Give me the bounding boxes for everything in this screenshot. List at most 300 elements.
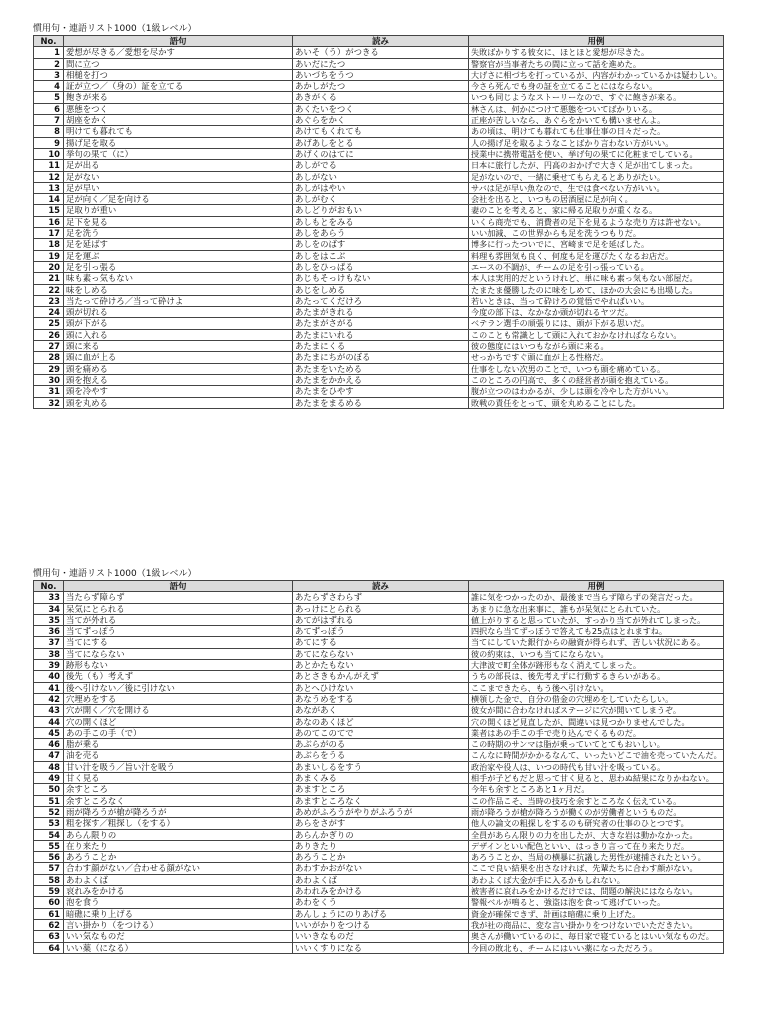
row-number: 32 [34,397,64,408]
row-number: 58 [34,874,64,885]
row-phrase: いい薬（になる） [64,942,293,953]
row-number: 63 [34,931,64,942]
row-reading: あたらずさわらず [293,592,469,603]
row-example: うちの部長は、後先考えずに行動するきらいがある。 [469,671,724,682]
row-number: 53 [34,818,64,829]
row-number: 22 [34,284,64,295]
table-row [34,897,724,908]
table-row [34,840,724,851]
row-number: 31 [34,386,64,397]
row-phrase: 穴が開く／穴を開ける [64,705,293,716]
table-row [34,750,724,761]
row-phrase: 頭が下がる [64,318,293,329]
row-example: サバは足が早い魚なので、生では食べない方がいい。 [469,182,724,193]
table-row [34,148,724,159]
row-phrase: 余すところ [64,784,293,795]
row-number: 60 [34,897,64,908]
table-row [34,397,724,408]
row-reading: あなうめをする [293,693,469,704]
row-phrase: 粗を探す／粗探し（をする） [64,818,293,829]
row-phrase: 頭を抱える [64,374,293,385]
row-phrase: 足が早い [64,182,293,193]
row-number: 2 [34,58,64,69]
row-phrase: 頭が切れる [64,307,293,318]
table-row [34,69,724,80]
row-reading: いいきなものだ [293,931,469,942]
row-phrase: 泡を食う [64,897,293,908]
row-example: 横領した金で、自分の借金の穴埋めをしていたらしい。 [469,693,724,704]
row-number: 48 [34,761,64,772]
row-number: 3 [34,69,64,80]
row-example: 料理も雰囲気も良く、何度も足を運びたくなるお店だ。 [469,250,724,261]
row-reading: あしどりがおもい [293,205,469,216]
row-example: 今年も余すところあと1ヶ月だ。 [469,784,724,795]
row-reading: あらんかぎりの [293,829,469,840]
row-example: 授業中に携帯電話を使い、挙げ句の果てに化粧までしている。 [469,148,724,159]
table-header-row [34,581,724,592]
idiom-table [33,580,724,954]
row-reading: あいそ（う）がつきる [293,47,469,58]
row-number: 39 [34,660,64,671]
table-row [34,194,724,205]
row-example: 我が社の商品に、変な言い掛かりをつけないでいただきたい。 [469,919,724,930]
row-number: 62 [34,919,64,930]
row-phrase: 跡形もない [64,660,293,671]
table-row [34,648,724,659]
row-phrase: 後へ引けない／後に引けない [64,682,293,693]
table-row [34,307,724,318]
row-phrase: あわよくば [64,874,293,885]
row-number: 61 [34,908,64,919]
row-example: 彼の約束は、いつも当てにならない。 [469,648,724,659]
row-number: 1 [34,47,64,58]
row-phrase: 足が出る [64,160,293,171]
table-row [34,773,724,784]
row-phrase: 哀れみをかける [64,886,293,897]
row-phrase: 足を延ばす [64,239,293,250]
row-reading: あじをしめる [293,284,469,295]
row-example: ここで良い結果を出さなければ、先輩たちに合わす顔がない。 [469,863,724,874]
row-reading: いいくすりになる [293,942,469,953]
table-row [34,795,724,806]
row-phrase: 頭を丸める [64,397,293,408]
row-example: 日本に旅行したが、円高のおかげで大きく足が出てしまった。 [469,160,724,171]
table-row [34,614,724,625]
document-title: 慣用句・連語リスト1000（1級レベル） [33,24,197,34]
row-number: 14 [34,194,64,205]
row-number: 24 [34,307,64,318]
row-example: いい加減、この世界からも足を洗うつもりだ。 [469,228,724,239]
row-number: 42 [34,693,64,704]
table-row [34,863,724,874]
row-number: 30 [34,374,64,385]
row-phrase: 脂が乗る [64,739,293,750]
row-phrase: 余すところなく [64,795,293,806]
row-phrase: 胡座をかく [64,115,293,126]
row-number: 27 [34,341,64,352]
table-row [34,386,724,397]
row-number: 15 [34,205,64,216]
row-number: 34 [34,603,64,614]
row-number: 35 [34,614,64,625]
row-reading: あらをさがす [293,818,469,829]
table-row [34,126,724,137]
table-row [34,818,724,829]
table-row [34,931,724,942]
row-phrase: 頭に血が上る [64,352,293,363]
row-example: このことも常識として頭に入れておかなければならない。 [469,329,724,340]
table-row [34,374,724,385]
table-row [34,295,724,306]
row-reading: あしをひっぱる [293,261,469,272]
row-example: せっかちですぐ頭に血が上る性格だ。 [469,352,724,363]
row-example: 大げさに相づちを打っているが、内容がわかっているかは疑わしい。 [469,69,724,80]
row-reading: あしもとをみる [293,216,469,227]
table-row [34,329,724,340]
header-no: No. [34,36,64,47]
row-example: あまりに急な出来事に、誰もが呆気にとられていた。 [469,603,724,614]
row-reading: あわすかおがない [293,863,469,874]
row-reading: あきがくる [293,92,469,103]
row-phrase: 頭を冷やす [64,386,293,397]
table-row [34,727,724,738]
row-number: 20 [34,261,64,272]
table-row [34,660,724,671]
header-phrase: 語句 [64,581,293,592]
row-number: 23 [34,295,64,306]
row-reading: あしをのばす [293,239,469,250]
row-example: 今回の敗北も、チームにはいい薬になっただろう。 [469,942,724,953]
row-phrase: 味も素っ気もない [64,273,293,284]
row-reading: あながあく [293,705,469,716]
row-example: 博多に行ったついでに、宮崎まで足を延ばした。 [469,239,724,250]
row-number: 10 [34,148,64,159]
row-number: 29 [34,363,64,374]
row-phrase: 頭に入れる [64,329,293,340]
row-number: 8 [34,126,64,137]
row-example: この時期のサンマは脂が乗っていてとてもおいしい。 [469,739,724,750]
row-number: 26 [34,329,64,340]
row-example: 被害者に哀れみをかけるだけでは、問題の解決にはならない。 [469,886,724,897]
row-phrase: 当たらず障らず [64,592,293,603]
table-row [34,693,724,704]
header-reading: 読み [293,36,469,47]
table-row [34,886,724,897]
row-phrase: 当てが外れる [64,614,293,625]
row-example: 値上がりすると思っていたが、すっかり当てが外れてしまった。 [469,614,724,625]
row-number: 9 [34,137,64,148]
row-number: 12 [34,171,64,182]
row-reading: あわれみをかける [293,886,469,897]
row-reading: あたまにちがのぼる [293,352,469,363]
table-row [34,171,724,182]
row-number: 55 [34,840,64,851]
row-example: 腹が立つのはわかるが、少しは頭を冷やした方がいい。 [469,386,724,397]
table-row [34,874,724,885]
row-number: 49 [34,773,64,784]
row-example: 正座が苦しいなら、あぐらをかいても構いませんよ。 [469,115,724,126]
row-example: 警察官が当事者たちの間に立って話を進めた。 [469,58,724,69]
table-row [34,182,724,193]
row-reading: あっけにとられる [293,603,469,614]
row-phrase: 言い掛かり（をつける） [64,919,293,930]
table-row [34,81,724,92]
row-phrase: 挙句の果て（に） [64,148,293,159]
table-row [34,273,724,284]
table-row [34,115,724,126]
row-phrase: 足が向く／足を向ける [64,194,293,205]
row-example: 相手が子どもだと思って甘く見ると、思わぬ結果になりかねない。 [469,773,724,784]
row-example: あわよくば大金が手に入るかもしれない。 [469,874,724,885]
row-reading: あじもそっけもない [293,273,469,284]
row-phrase: あの手この手（で） [64,727,293,738]
row-number: 28 [34,352,64,363]
row-example: 業者はあの手この手で売り込んでくるものだ。 [469,727,724,738]
row-phrase: 頭を痛める [64,363,293,374]
row-phrase: 甘い汁を吸う／旨い汁を吸う [64,761,293,772]
row-example: 会社を出ると、いつもの居酒屋に足が向く。 [469,194,724,205]
row-reading: あけてもくれても [293,126,469,137]
row-example: 敗戦の責任をとって、頭を丸めることにした。 [469,397,724,408]
header-no: No. [34,581,64,592]
table-row [34,318,724,329]
row-phrase: 当てにならない [64,648,293,659]
row-example: 奥さんが働いているのに、毎日家で寝ているとはいい気なものだ。 [469,931,724,942]
row-number: 45 [34,727,64,738]
row-reading: あますところ [293,784,469,795]
table-row [34,942,724,953]
row-reading: あますところなく [293,795,469,806]
row-number: 47 [34,750,64,761]
row-example: 全員があらん限りの力を出したが、大きな岩は動かなかった。 [469,829,724,840]
row-number: 37 [34,637,64,648]
table-row [34,603,724,614]
row-reading: あまくみる [293,773,469,784]
table-row [34,239,724,250]
row-phrase: 当てずっぽう [64,626,293,637]
header-phrase: 語句 [64,36,293,47]
table-row [34,761,724,772]
idiom-table [33,35,724,409]
row-phrase: 甘く見る [64,773,293,784]
row-example: 今度の部下は、なかなか頭が切れるヤツだ。 [469,307,724,318]
row-reading: あぶらをうる [293,750,469,761]
table-row [34,160,724,171]
row-phrase: 悪態をつく [64,103,293,114]
row-reading: あくたいをつく [293,103,469,114]
table-row [34,784,724,795]
table-row [34,829,724,840]
row-reading: あいだにたつ [293,58,469,69]
table-section-2 [33,569,723,954]
row-example: 当てにしていた銀行からの融資が得られず、苦しい状況にある。 [469,637,724,648]
row-example: エースの不調が、チームの足を引っ張っている。 [469,261,724,272]
table-row [34,137,724,148]
row-reading: あたまをひやす [293,386,469,397]
row-example: 誰に気をつかったのか、最後まで当らず障らずの発言だった。 [469,592,724,603]
row-number: 50 [34,784,64,795]
row-number: 6 [34,103,64,114]
row-phrase: 雨が降ろうが槍が降ろうが [64,806,293,817]
table-header-row [34,36,724,47]
row-example: こんなに時間がかかるなんて、いったいどこで油を売っていたんだ。 [469,750,724,761]
row-example: 政治家や役人は、いつの時代も甘い汁を吸っている。 [469,761,724,772]
row-reading: あんしょうにのりあげる [293,908,469,919]
row-example: 彼女が間に合わなければステージに穴が開いてしまうぞ。 [469,705,724,716]
row-reading: あげあしをとる [293,137,469,148]
row-reading: あのてこのてで [293,727,469,738]
row-example: 他人の論文の粗探しをするのも研究者の仕事のひとつです。 [469,818,724,829]
row-phrase: 間に立つ [64,58,293,69]
row-reading: あたまがきれる [293,307,469,318]
row-phrase: 合わす顔がない／合わせる顔がない [64,863,293,874]
row-number: 21 [34,273,64,284]
table-row [34,341,724,352]
row-reading: あしをあらう [293,228,469,239]
row-phrase: 足を引っ張る [64,261,293,272]
row-number: 51 [34,795,64,806]
row-reading: あしがない [293,171,469,182]
row-number: 64 [34,942,64,953]
table-row [34,58,724,69]
row-reading: あてにならない [293,648,469,659]
row-reading: あてずっぽう [293,626,469,637]
row-reading: あしがはやい [293,182,469,193]
row-example: たまたま優勝したのに味をしめて、ほかの大会にも出場した。 [469,284,724,295]
row-reading: あわよくば [293,874,469,885]
row-number: 18 [34,239,64,250]
row-phrase: 足下を見る [64,216,293,227]
row-reading: あかしがたつ [293,81,469,92]
row-number: 57 [34,863,64,874]
row-number: 43 [34,705,64,716]
row-reading: あたまにくる [293,341,469,352]
table-row [34,228,724,239]
row-number: 40 [34,671,64,682]
row-example: 若いときは、当って砕けろの覚悟でやればいい。 [469,295,724,306]
row-number: 54 [34,829,64,840]
row-reading: あとへひけない [293,682,469,693]
row-example: 妻のことを考えると、家に帰る足取りが重くなる。 [469,205,724,216]
row-reading: あぶらがのる [293,739,469,750]
row-example: 警報ベルが鳴ると、強盗は泡を食って逃げていった。 [469,897,724,908]
row-reading: あげくのはてに [293,148,469,159]
row-example: いつも同じようなストーリーなので、すぐに飽きが来る。 [469,92,724,103]
row-number: 4 [34,81,64,92]
row-example: ベテラン選手の頑張りには、頭が下がる思いだ。 [469,318,724,329]
row-phrase: 揚げ足を取る [64,137,293,148]
header-example: 用例 [469,581,724,592]
row-example: 資金が確保できず、計画は暗礁に乗り上げた。 [469,908,724,919]
row-number: 36 [34,626,64,637]
row-reading: あてにする [293,637,469,648]
row-number: 5 [34,92,64,103]
row-example: 足がないので、一緒に乗せてもらえるとありがたい。 [469,171,724,182]
table-row [34,637,724,648]
table-row [34,705,724,716]
row-number: 11 [34,160,64,171]
table-row [34,852,724,863]
row-phrase: 足を洗う [64,228,293,239]
row-number: 46 [34,739,64,750]
table-row [34,908,724,919]
row-example: 仕事をしない次男のことで、いつも頭を痛めている。 [469,363,724,374]
row-example: デザインといい配色といい、はっきり言って在り来たりだ。 [469,840,724,851]
table-row [34,682,724,693]
row-reading: あとかたもない [293,660,469,671]
row-phrase: 愛想が尽きる／愛想を尽かす [64,47,293,58]
row-reading: あたまをまるめる [293,397,469,408]
row-phrase: 足がない [64,171,293,182]
row-phrase: 味をしめる [64,284,293,295]
row-number: 16 [34,216,64,227]
row-example: あろうことか、当局の横暴に抗議した男性が逮捕されたという。 [469,852,724,863]
table-row [34,205,724,216]
row-example: 人の揚げ足を取るようなことばかり言わない方がいい。 [469,137,724,148]
row-phrase: 相槌を打つ [64,69,293,80]
row-reading: あろうことか [293,852,469,863]
row-phrase: 穴の開くほど [64,716,293,727]
row-reading: ありきたり [293,840,469,851]
table-row [34,250,724,261]
row-example: ここまできたら、もう後へ引けない。 [469,682,724,693]
row-number: 52 [34,806,64,817]
row-phrase: 穴埋めをする [64,693,293,704]
row-example: このところの円高で、多くの経営者が頭を抱えている。 [469,374,724,385]
row-number: 13 [34,182,64,193]
row-phrase: 暗礁に乗り上げる [64,908,293,919]
table-row [34,671,724,682]
row-phrase: あらん限りの [64,829,293,840]
row-number: 25 [34,318,64,329]
table-row [34,363,724,374]
row-example: 失敗ばかりする彼女に、ほとほと愛想が尽きた。 [469,47,724,58]
row-phrase: 当たって砕けろ／当って砕けよ [64,295,293,306]
row-example: この作品こそ、当時の技巧を余すところなく伝えている。 [469,795,724,806]
header-example: 用例 [469,36,724,47]
table-row [34,47,724,58]
row-reading: いいがかりをつける [293,919,469,930]
row-phrase: 飽きが来る [64,92,293,103]
row-phrase: 後先（も）考えず [64,671,293,682]
row-example: 今さら死んでも身の証を立てることにはならない。 [469,81,724,92]
table-row [34,352,724,363]
row-reading: あとさきもかんがえず [293,671,469,682]
row-reading: あしがむく [293,194,469,205]
row-example: 林さんは、何かにつけて悪態をついてばかりいる。 [469,103,724,114]
row-reading: あたってくだけろ [293,295,469,306]
document-title: 慣用句・連語リスト1000（1級レベル） [33,569,197,579]
row-number: 38 [34,648,64,659]
row-number: 41 [34,682,64,693]
row-reading: あてがはずれる [293,614,469,625]
row-phrase: 証が立つ／（身の）証を立てる [64,81,293,92]
row-reading: あたまがさがる [293,318,469,329]
row-number: 59 [34,886,64,897]
row-example: あの頃は、明けても暮れても仕事仕事の日々だった。 [469,126,724,137]
table-section-1 [33,24,723,409]
row-reading: あたまにいれる [293,329,469,340]
row-phrase: 油を売る [64,750,293,761]
row-phrase: いい気なものだ [64,931,293,942]
header-reading: 読み [293,581,469,592]
row-reading: あまいしるをすう [293,761,469,772]
row-phrase: あろうことか [64,852,293,863]
table-row [34,103,724,114]
row-number: 44 [34,716,64,727]
table-row [34,626,724,637]
row-reading: あしがでる [293,160,469,171]
